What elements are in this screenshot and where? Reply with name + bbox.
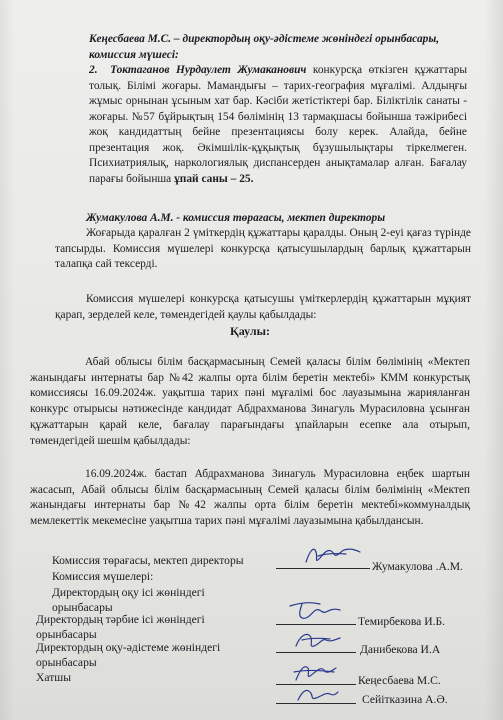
secretary-name: Сейітказина А.Ә. [362, 693, 448, 706]
member4-name: Кеңесбаева М.С. [358, 674, 441, 687]
chair-text: Жоғарыда қаралған 2 үміткердің құжаттары қаралды. Оның 2-еуі қағаз түрінде тапсырды. Комиссия мүшелері конкурсқа қатысушылардың барлық құжаттарын талапқа сай тексерді. [55, 227, 471, 270]
member-heading-line2: комиссия мүшесі: [89, 48, 179, 61]
commission-decision-text: Комиссия мүшелері конкурсқа қатысушы үміткерлердің құжаттарын мұқият қарап, зерделей келе, төмендегідей қаулы қабылдады: [55, 293, 471, 321]
candidate-description: конкурсқа өткізген құжаттары толық. Білімі жоғары. Мамандығы – тарих-география мұғалімі. Алдыңғы жұмыс орнынан ұсыным хат бар. Кәсіби жетістіктері бар. Біліктілік санаты - жоғары. №57 бұйрықтың 154 бөлімінің 13 тармақшасы бойынша тәжірибесі жоқ кандидаттың бейне презентациясы болу керек. Алайда, бейне презентация жоқ. Әкімшілік-құқықтық бұзушылықтары тіркелмеген. Психиатриялық, наркологиялық диспансерден анықтамалар алған. Бағалау парағы бойынша [89, 64, 467, 185]
page-shadow-right [485, 0, 503, 720]
chair-label: Комиссия төрағасы, мектеп директоры [52, 554, 244, 567]
member3-signature [290, 628, 346, 652]
secretary-signature [292, 684, 342, 704]
chair-heading: Жумакулова А.М. - комиссия төрағасы, мектеп директоры [86, 212, 386, 224]
candidate-item [89, 63, 467, 187]
chair-sign-line [276, 568, 370, 569]
member3-label: Директордың оқу-әдістеме жөніндегі орынбасары [36, 641, 221, 669]
chair-signature [300, 542, 364, 568]
candidate-name: Токтаганов Нурдаулет Жумаканович [110, 64, 307, 76]
candidate-item-number: 2. [89, 64, 98, 76]
members-label: Комиссия мүшелері: [52, 570, 154, 583]
candidate-score: ұпай саны – 25. [174, 172, 254, 185]
chair-name: Жумакулова .А.М. [372, 560, 463, 573]
member2-signature [286, 598, 346, 622]
member2-sign-line [276, 624, 356, 625]
member4-signature [290, 660, 342, 684]
member2-label: Директордың тәрбие ісі жөніндегі орынбасары [36, 613, 205, 641]
resolution-title: Қаулы: [230, 324, 270, 338]
resolution-paragraph-1: Абай облысы білім басқармасының Семей қаласы білім бөлімінің «Мектеп жанындағы интернаты бар №42 жалпы орта білім беретін мектебі» КММ конкурстық комиссиясы 16.09.2024ж. уақытша тарих пәні мұғалімі бос лауазымына жарияланған конкурс отырысы нәтижесінде кандидат Абдрахманова Зинагуль Мурасиловна ұсынған құжаттарын қарай келе, бағалау парағындағы ұпайларын есепке ала отырып, төмендегідей шешім қабылдады: [30, 356, 470, 447]
secretary-label: Хатшы [36, 671, 72, 684]
resolution-paragraph-2: 16.09.2024ж. бастап Абдрахманова Зинагуль Мурасиловна еңбек шартын жасасып, Абай облысы білім басқармасының Семей қаласы білім бөлімінің «Мектеп жанындағы интернаты бар №42 жалпы орта білім беретін мектебі»коммуналдық мемлекеттік мекемесіне уақытша тарих пәні мұғалімі лауазымына қабылдансын. [30, 468, 470, 528]
member3-name: Данибекова И.А [360, 643, 441, 656]
member-heading [89, 32, 467, 63]
page-shadow-left [0, 0, 14, 720]
member-heading-role: – директордың оқу-әдістеме жөніндегі орынбасары, [171, 33, 440, 45]
member3-sign-line [276, 652, 356, 653]
member-heading-name: Кеңесбаева М.С. [89, 33, 172, 45]
member2-name: Темирбекова И.Б. [358, 615, 446, 628]
member1-label: Директордың оқу ісі жөніндегі орынбасары [52, 586, 205, 614]
